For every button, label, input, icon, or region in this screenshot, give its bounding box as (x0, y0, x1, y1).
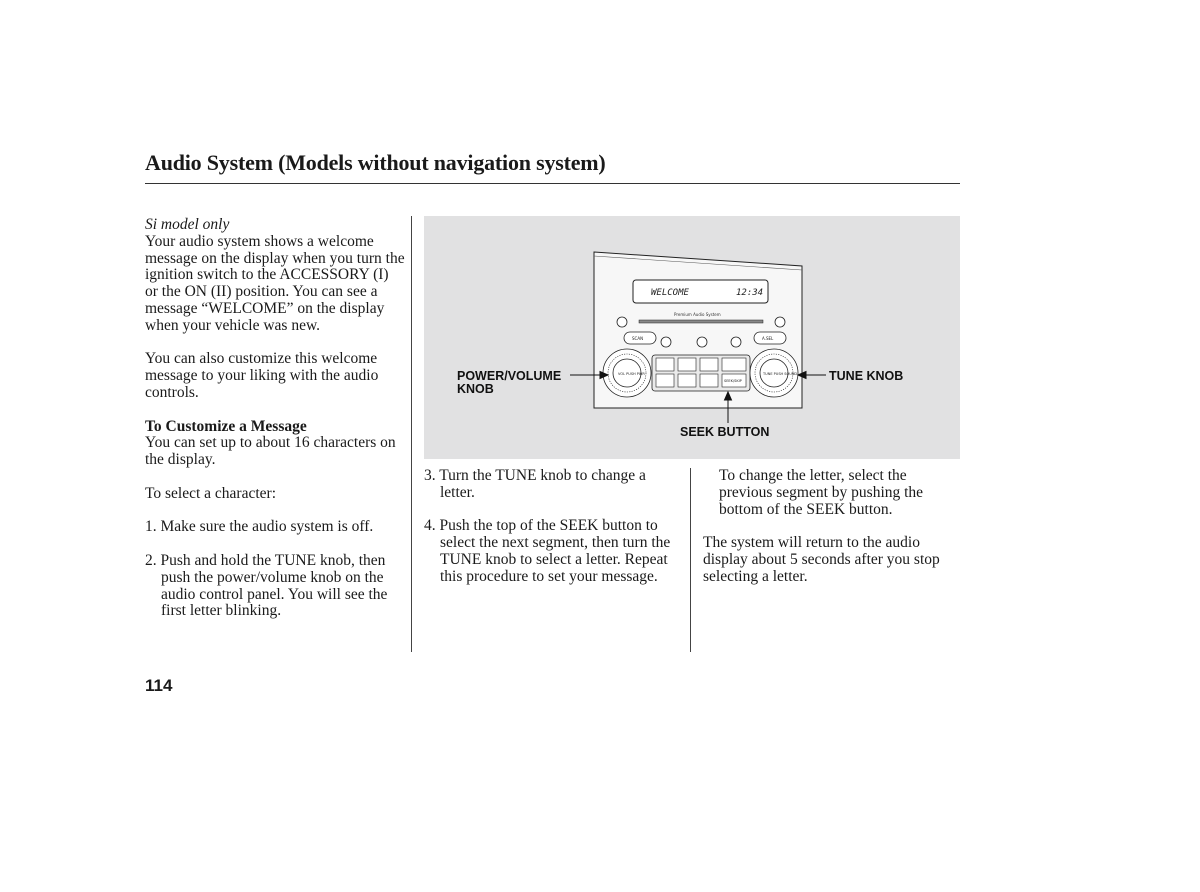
return-paragraph: The system will return to the audio display about 5 seconds after you stop selecting a letter. (703, 534, 940, 585)
select-paragraph: To select a character: (145, 484, 277, 502)
svg-text:A.SEL: A.SEL (762, 336, 774, 341)
model-note: Si model only (145, 216, 230, 233)
step-1: 1. Make sure the audio system is off. (145, 518, 374, 536)
step-4: 4. Push the top of the SEEK button to select the next segment, then turn the TUNE knob to select a letter. Repeat this procedure to set your message. (424, 517, 671, 585)
intro-paragraph: Your audio system shows a welcome message on the display when you turn the ignition switch to the ACCESSORY (I) or the ON (II) position. You can see a message “WELCOME” on the display when your vehicle was new. (145, 232, 405, 334)
right-column (703, 468, 961, 586)
step-2: 2. Push and hold the TUNE knob, then push the power/volume knob on the audio control panel. You will see the first letter blinking. (145, 551, 388, 620)
left-column (145, 217, 405, 620)
column-divider-right (690, 468, 691, 652)
brand-text: Premium Audio System (674, 312, 721, 317)
characters-paragraph: You can set up to about 16 characters on the display. (145, 434, 396, 469)
title-rule (145, 183, 960, 184)
label-power-volume-knob: POWER/VOLUME KNOB (457, 369, 562, 396)
cd-slot (639, 320, 763, 323)
page-number: 114 (145, 676, 173, 695)
svg-text:VOL PUSH PWR: VOL PUSH PWR (618, 372, 645, 376)
change-letter-paragraph: To change the letter, select the previous segment by pushing the bottom of the SEEK button. (719, 467, 924, 518)
audio-figure (424, 216, 960, 459)
middle-column (424, 468, 682, 586)
eject-button (617, 317, 627, 327)
customize-paragraph: You can also customize this welcome message to your liking with the audio controls. (145, 350, 379, 401)
page-title: Audio System (Models without navigation system) (145, 150, 606, 175)
display-welcome-text: WELCOME (651, 288, 689, 298)
label-seek-button: SEEK BUTTON (680, 425, 770, 439)
section-heading: To Customize a Message (145, 417, 307, 435)
off-button (775, 317, 785, 327)
step-3: 3. Turn the TUNE knob to change a letter. (424, 467, 646, 501)
audio-unit-illustration (424, 216, 960, 459)
svg-text:SEEK/SKIP: SEEK/SKIP (724, 379, 742, 383)
display-clock-text: 12:34 (736, 288, 764, 298)
column-divider-left (411, 216, 412, 652)
label-tune-knob: TUNE KNOB (829, 369, 904, 383)
svg-text:SCAN: SCAN (632, 336, 644, 341)
svg-text:TUNE PUSH SOUND: TUNE PUSH SOUND (763, 372, 798, 376)
